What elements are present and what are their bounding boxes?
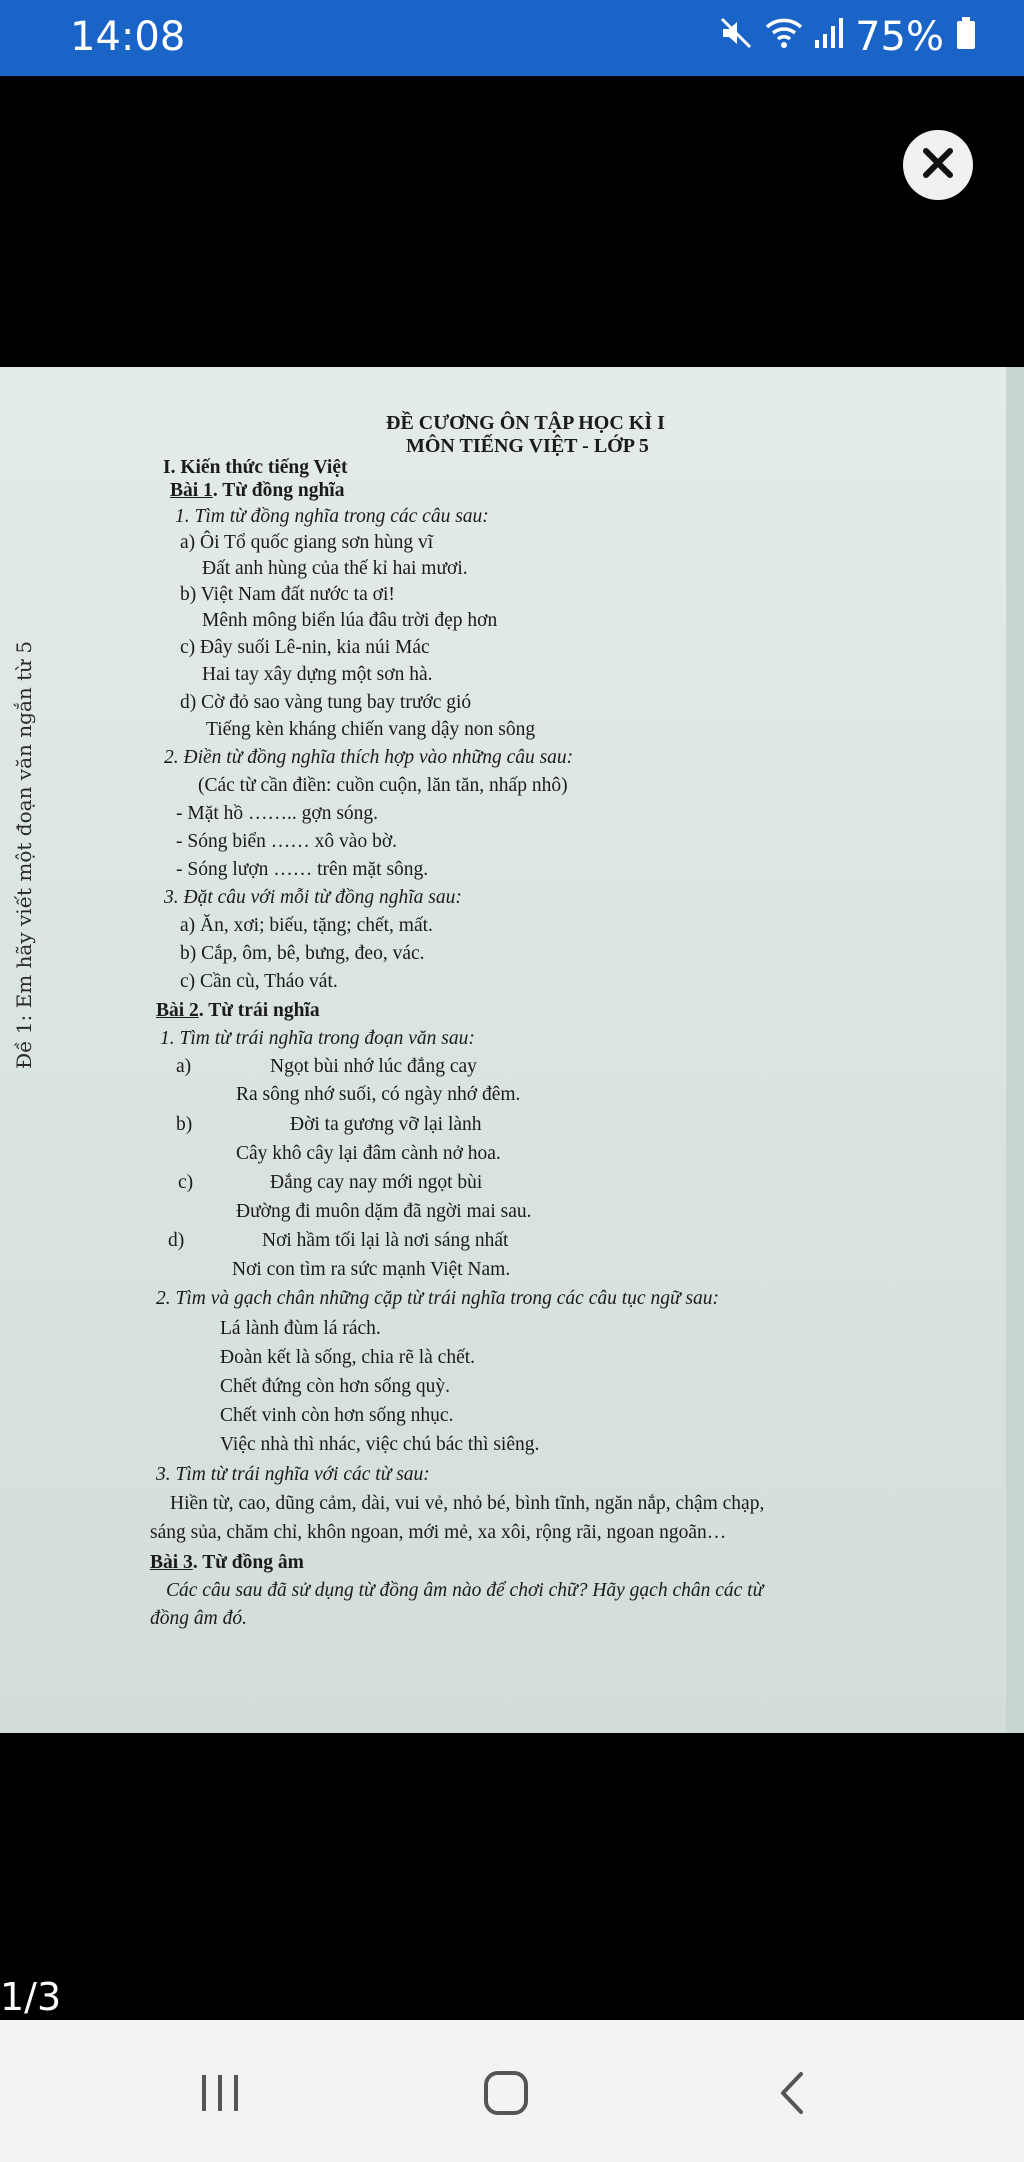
b2-question-2: 2. Tìm và gạch chân những cặp từ trái nghĩa trong các câu tục ngữ sau: xyxy=(156,1288,720,1309)
b1-line: a) Ăn, xơi; biếu, tặng; chết, mất. xyxy=(180,915,433,936)
mute-icon xyxy=(719,14,753,60)
home-icon xyxy=(482,2070,530,2120)
b2-question-3: 3. Tìm từ trái nghĩa với các từ sau: xyxy=(156,1464,430,1485)
b2-proverb: Việc nhà thì nhác, việc chú bác thì siêng. xyxy=(220,1434,540,1455)
status-icons xyxy=(719,14,976,60)
margin-note: Đề 1: Em hãy viết một đoạn văn ngắn từ 5 xyxy=(12,640,36,1069)
status-bar xyxy=(0,0,1024,76)
paper-sheet xyxy=(0,367,1006,1733)
b1-fill-line: - Sóng lượn …… trên mặt sông. xyxy=(176,859,429,880)
b2-label: c) xyxy=(178,1172,194,1193)
b2-label: a) xyxy=(176,1056,192,1077)
doc-title-1: ĐỀ CƯƠNG ÔN TẬP HỌC KÌ I xyxy=(386,412,665,434)
b2-label: d) xyxy=(168,1230,185,1251)
b1-question-2: 2. Điền từ đồng nghĩa thích hợp vào những câu sau: xyxy=(164,747,574,768)
b2-proverb: Chết vinh còn hơn sống nhục. xyxy=(220,1405,454,1426)
b2-line: Đường đi muôn dặm đã ngời mai sau. xyxy=(236,1201,532,1222)
page-counter: 1/3 xyxy=(0,1975,62,2019)
b2-line: Cây khô cây lại đâm cành nở hoa. xyxy=(236,1143,501,1164)
wifi-icon xyxy=(765,14,803,60)
home-button[interactable] xyxy=(476,2070,536,2120)
b1-fill-line: - Mặt hồ …….. gợn sóng. xyxy=(176,803,379,824)
close-icon xyxy=(920,145,956,185)
b1-line: c) Đây suối Lê-nin, kia núi Mác xyxy=(180,637,430,658)
b1-line: Mênh mông biển lúa đâu trời đẹp hơn xyxy=(202,610,498,631)
status-time: 14:08 xyxy=(70,14,186,60)
b2-line: Nơi con tìm ra sức mạnh Việt Nam. xyxy=(232,1259,511,1280)
b2-word-list: Hiền từ, cao, dũng cảm, dài, vui vẻ, nhỏ bé, bình tĩnh, ngăn nắp, chậm chạp, xyxy=(170,1493,765,1514)
document-photo[interactable] xyxy=(0,367,1024,1733)
back-icon xyxy=(777,2070,807,2120)
b2-word-list: sáng sủa, chăm chỉ, khôn ngoan, mới mẻ, xa xôi, rộng rãi, ngoan ngoãn… xyxy=(150,1522,727,1543)
b1-line: d) Cờ đỏ sao vàng tung bay trước gió xyxy=(180,692,472,713)
b1-question-3: 3. Đặt câu với mỗi từ đồng nghĩa sau: xyxy=(164,887,462,908)
b2-line: Nơi hầm tối lại là nơi sáng nhất xyxy=(262,1230,509,1251)
section-heading: I. Kiến thức tiếng Việt xyxy=(163,457,348,478)
signal-icon xyxy=(815,14,843,60)
b1-line: b) Việt Nam đất nước ta ơi! xyxy=(180,584,395,605)
b2-line: Đời ta gương vỡ lại lành xyxy=(290,1114,482,1135)
close-button[interactable] xyxy=(903,130,973,200)
bai2-heading: Bài 2. Từ trái nghĩa xyxy=(156,1000,320,1021)
b1-line: Tiếng kèn kháng chiến vang dậy non sông xyxy=(206,719,536,740)
bai3-heading: Bài 3. Từ đồng âm xyxy=(150,1552,304,1573)
doc-title-2: MÔN TIẾNG VIỆT - LỚP 5 xyxy=(406,435,649,457)
b1-line: Hai tay xây dựng một sơn hà. xyxy=(202,664,433,685)
b2-line: Ra sông nhớ suối, có ngày nhớ đêm. xyxy=(236,1084,521,1105)
navigation-bar xyxy=(0,2020,1024,2162)
b1-fill-line: - Sóng biển …… xô vào bờ. xyxy=(176,831,398,852)
b1-line: b) Cắp, ôm, bê, bưng, đeo, vác. xyxy=(180,943,425,964)
battery-icon xyxy=(956,14,976,60)
recents-button[interactable] xyxy=(190,2070,250,2120)
b1-hint: (Các từ cần điền: cuồn cuộn, lăn tăn, nhấp nhô) xyxy=(198,775,568,796)
b3-line: Các câu sau đã sử dụng từ đồng âm nào để chơi chữ? Hãy gạch chân các từ xyxy=(166,1580,764,1601)
b3-line: đồng âm đó. xyxy=(150,1608,247,1629)
b2-proverb: Đoàn kết là sống, chia rẽ là chết. xyxy=(220,1347,476,1368)
b2-line: Ngọt bùi nhớ lúc đắng cay xyxy=(270,1056,477,1077)
b2-label: b) xyxy=(176,1114,193,1135)
recents-icon xyxy=(198,2073,242,2117)
b2-proverb: Chết đứng còn hơn sống quỳ. xyxy=(220,1376,450,1397)
b2-line: Đắng cay nay mới ngọt bùi xyxy=(270,1172,483,1193)
b1-line: Đất anh hùng của thế kỉ hai mươi. xyxy=(202,558,468,579)
b2-proverb: Lá lành đùm lá rách. xyxy=(220,1318,381,1339)
b1-question-1: 1. Tìm từ đồng nghĩa trong các câu sau: xyxy=(175,506,489,527)
b1-line: c) Cần cù, Tháo vát. xyxy=(180,971,338,992)
b2-question-1: 1. Tìm từ trái nghĩa trong đoạn văn sau: xyxy=(160,1028,475,1049)
bai1-heading: Bài 1. Từ đồng nghĩa xyxy=(170,480,345,501)
back-button[interactable] xyxy=(762,2070,822,2120)
b1-line: a) Ôi Tổ quốc giang sơn hùng vĩ xyxy=(180,532,434,553)
battery-level: 75% xyxy=(855,14,944,60)
